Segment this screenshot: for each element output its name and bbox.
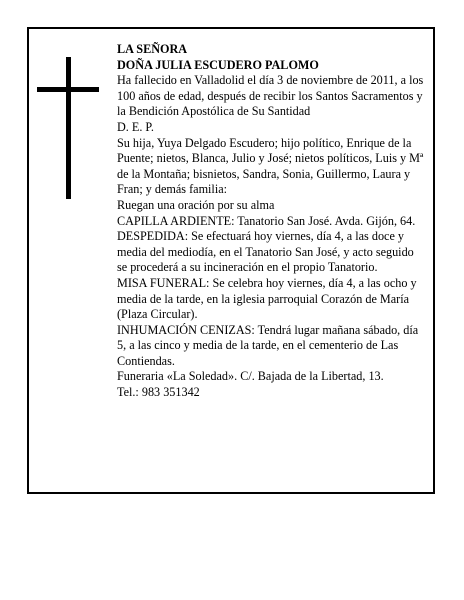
deceased-name: DOÑA JULIA ESCUDERO PALOMO xyxy=(117,57,319,72)
funeral-home-phone: Tel.: 983 351342 xyxy=(117,385,200,400)
ashes-burial-info: INHUMACIÓN CENIZAS: Tendrá lugar mañana sábado, día 5, a las cinco y media de la tarde, en el cementerio de Las Contiendas. xyxy=(117,322,419,368)
cross-vertical-bar xyxy=(66,57,71,199)
death-announcement: Ha fallecido en Valladolid el día 3 de noviembre de 2011, a los 100 años de edad, después de recibir los Santos Sacramentos y la Bendición Apostólica de Su Santidad xyxy=(117,73,424,119)
prayer-request: Ruegan una oración por su alma xyxy=(117,197,275,212)
cross-icon xyxy=(37,57,99,199)
notice-text-block xyxy=(117,42,425,401)
rest-in-peace: D. E. P. xyxy=(117,119,154,134)
family-list: Su hija, Yuya Delgado Escudero; hijo político, Enrique de la Puente; nietos, Blanca, Julio y José; nietos políticos, Luis y Mª de la Montaña; bisnietos, Sandra, Sonia, Guillermo, Laura y Fran; y demás familia: xyxy=(117,135,424,197)
cross-horizontal-bar xyxy=(37,87,99,92)
notice-heading: LA SEÑORA xyxy=(117,42,188,56)
funeral-mass-info: MISA FUNERAL: Se celebra hoy viernes, día 4, a las ocho y media de la tarde, en la iglesia parroquial Corazón de María (Plaza Circular). xyxy=(117,275,417,322)
chapel-info: CAPILLA ARDIENTE: Tanatorio San José. Avda. Gijón, 64. xyxy=(117,213,416,228)
farewell-info: DESPEDIDA: Se efectuará hoy viernes, día 4, a las doce y media del mediodía, en el Tanatorio San José, y acto seguido se procederá a su incineración en el propio Tanatorio. xyxy=(117,229,414,275)
funeral-home-address: Funeraria «La Soledad». C/. Bajada de la Libertad, 13. xyxy=(117,369,384,384)
obituary-notice xyxy=(27,27,435,494)
